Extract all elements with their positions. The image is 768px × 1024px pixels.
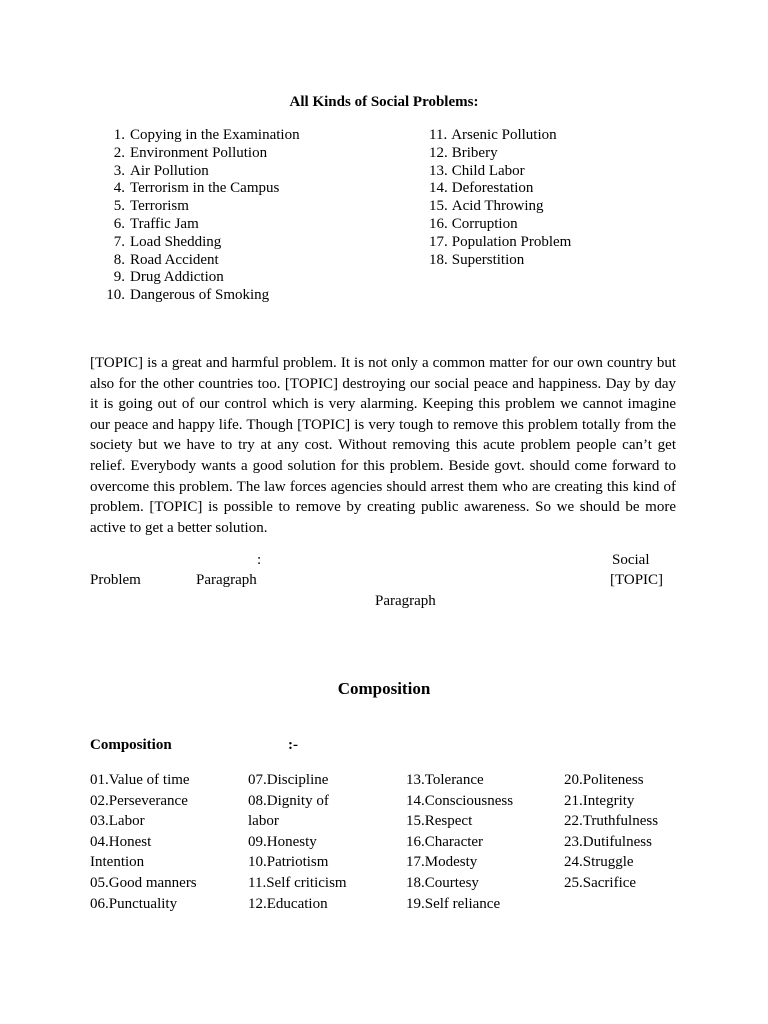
composition-column [248,770,388,914]
list-item [429,234,571,252]
composition-item: 16.Character [406,833,484,850]
composition-item: 09.Honesty [248,833,317,850]
list-item-number: 17. [429,233,448,250]
list-item-text: Traffic Jam [130,215,199,232]
list-item-text: Load Shedding [130,233,222,250]
list-item-number: 11. [429,127,448,143]
list-item [85,180,300,198]
list-item-text: Road Accident [130,251,219,268]
list-item-number: 15. [429,198,448,215]
composition-item: 02.Perseverance [90,792,188,809]
list-item-text: Superstition [451,251,525,268]
composition-item: 05.Good manners [90,874,197,891]
list-item-number: 6. [113,215,125,232]
list-item-number: 12. [429,144,448,161]
composition-item: 19.Self reliance [406,895,501,912]
list-item-text: Arsenic Pollution [451,127,557,143]
composition-item: 24.Struggle [564,854,634,871]
list-item-text: Terrorism [130,198,189,215]
list-item [85,252,300,270]
composition-item: 15.Respect [406,813,473,830]
list-item [85,216,300,234]
problems-list-left [85,127,300,305]
list-item [429,127,571,145]
composition-item: 25.Sacrifice [564,874,637,891]
list-item-number: 10. [106,287,125,304]
list-item [85,269,300,287]
body-paragraph: [TOPIC] is a great and harmful problem. It is not only a common matter for our own country but also for the other countries too. [TOPIC] destroying our social peace and happiness. Day by day it is going out of our control which is very alarming. Keeping this problem we cannot imagine our peace and happy life. Though [TOPIC] is very tough to remove this problem totally from the society but we have to try at any cost. Without removing this acute problem people can’t get relief. Everybody wants a good solution for this problem. Beside govt. should come forward to overcome this problem. The law forces agencies should arrest them who are creating this kind of problem. [TOPIC] is possible to remove by creating public awareness. So we should be more active to get a better solution. [90,355,676,536]
list-item-number: 1. [113,127,125,143]
list-item-text: Environment Pollution [130,144,268,161]
composition-column [90,770,230,914]
list-item [429,252,571,270]
composition-item: 07.Discipline [248,772,329,788]
fragment-colon: : [257,552,262,568]
composition-column [564,770,714,894]
list-item [429,145,571,163]
fragment-topic: [TOPIC] [610,572,664,588]
list-item-number: 5. [113,198,125,215]
list-item [85,287,300,305]
list-item-number: 2. [113,144,125,161]
composition-item: 03.Labor [90,813,145,830]
composition-item: labor [248,813,279,830]
composition-item: 21.Integrity [564,792,635,809]
composition-label: Composition [90,737,172,753]
list-item [85,127,300,145]
list-item [85,198,300,216]
fragment-paragraph: Paragraph [375,593,436,609]
composition-item: 20.Politeness [564,772,644,788]
list-item [429,216,571,234]
composition-item: 10.Patriotism [248,854,329,871]
composition-item: 01.Value of time [90,772,190,788]
fragment-problem: Problem [90,572,141,588]
composition-item: 18.Courtesy [406,874,479,891]
fragment-social: Social [612,552,650,568]
list-item-text: Terrorism in the Campus [130,180,280,197]
composition-item: 12.Education [248,895,328,912]
composition-item: 08.Dignity of [248,792,329,809]
list-item-text: Population Problem [451,233,572,250]
composition-colon: :- [288,737,298,753]
list-item [85,145,300,163]
list-item-number: 16. [429,215,448,232]
composition-heading: Composition [337,679,431,698]
list-item-number: 14. [429,180,448,197]
composition-item: Intention [90,854,145,871]
list-item-text: Dangerous of Smoking [130,287,270,304]
list-item-text: Corruption [451,215,518,232]
list-item-text: Drug Addiction [130,269,224,286]
composition-item: 11.Self criticism [248,874,347,891]
composition-item: 04.Honest [90,833,152,850]
composition-item: 14.Consciousness [406,792,514,809]
list-item [429,163,571,181]
list-item [429,198,571,216]
composition-item: 06.Punctuality [90,895,178,912]
list-item-number: 8. [113,251,125,268]
composition-item: 17.Modesty [406,854,478,871]
list-item-number: 9. [113,269,125,286]
problems-list-right [429,127,571,269]
list-item-text: Bribery [451,144,498,161]
list-item [85,234,300,252]
list-item-number: 3. [113,162,125,179]
list-item [85,163,300,181]
list-item-number: 18. [429,251,448,268]
list-item-number: 13. [429,162,448,179]
list-item-text: Child Labor [451,162,525,179]
composition-item: 13.Tolerance [406,772,484,788]
list-item-text: Air Pollution [130,162,209,179]
composition-item: 22.Truthfulness [564,813,659,830]
list-item-text: Deforestation [451,180,534,197]
composition-item: 23.Dutifulness [564,833,652,850]
fragment-paragraph: Paragraph [196,572,257,588]
page-title: All Kinds of Social Problems: [289,94,479,110]
list-item [429,180,571,198]
list-item-number: 7. [113,233,125,250]
composition-column [406,770,556,914]
list-item-number: 4. [113,180,125,197]
list-item-text: Acid Throwing [451,198,544,215]
list-item-text: Copying in the Examination [130,127,300,143]
